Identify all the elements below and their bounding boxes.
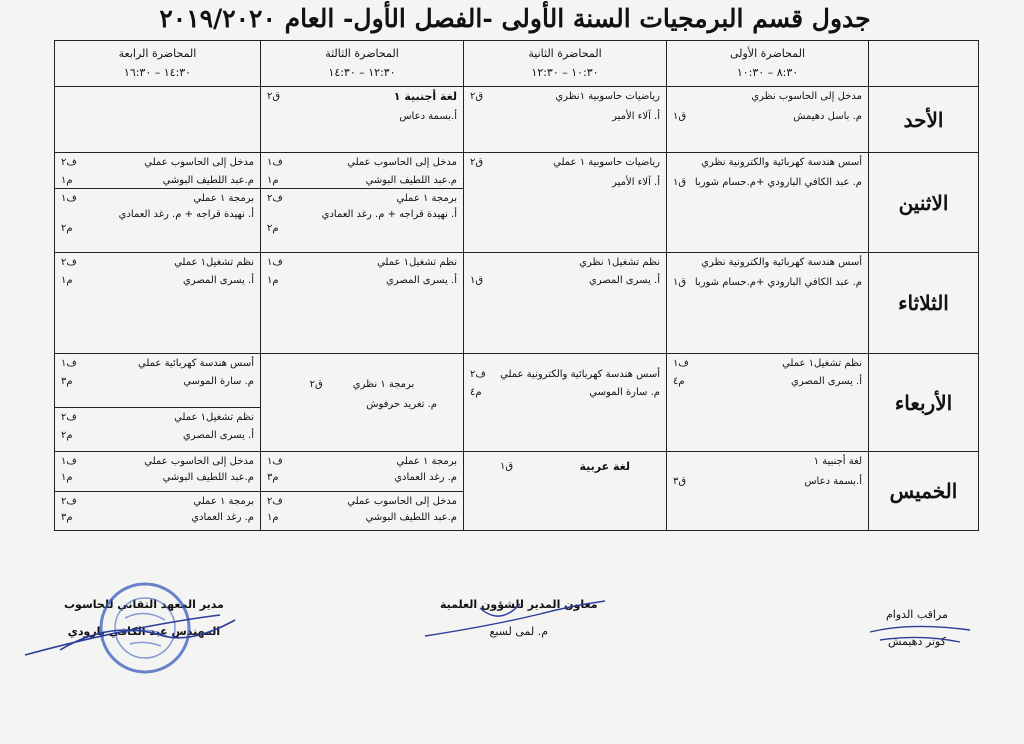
slot-cell: برمجة ١ نظري ق٢ م. تغريد حرفوش (261, 354, 464, 452)
slot-cell: نظم تشغيل١ عملي ف٢ أ. يسرى المصري م١ (55, 253, 261, 354)
day-label: الاثنين (869, 153, 979, 253)
slot-cell: مدخل إلى الحاسوب عملي ف٢ م.عبد اللطيف البوشي م١ برمجة ١ عملي ف١ أ. نهيدة قراجه + م. رغد العمادي م٢ (55, 153, 261, 253)
lecture-4-header: المحاضرة الرابعة ١٤:٣٠ – ١٦:٣٠ (55, 41, 261, 87)
slot-cell: مدخل إلى الحاسوب نظري م. باسل دهيمش ق١ (667, 87, 869, 153)
slot-cell-empty (55, 87, 261, 153)
slot-cell: نظم تشغيل١ عملي ف١ أ. يسرى المصري م١ (261, 253, 464, 354)
slot-cell: رياضيات حاسوبية ١ عملي ق٢ أ. آلاء الأمير (464, 153, 667, 253)
day-label: الأربعاء (869, 354, 979, 452)
day-label: الأحد (869, 87, 979, 153)
lecture-3-header: المحاضرة الثالثة ١٢:٣٠ – ١٤:٣٠ (261, 41, 464, 87)
slot-cell: أسس هندسة كهربائية والكترونية نظري م. عبد الكافي البارودي +م.حسام شوربا ق١ (667, 153, 869, 253)
day-row-tuesday (55, 253, 979, 354)
lecture-2-header: المحاضرة الثانية ١٠:٣٠ – ١٢:٣٠ (464, 41, 667, 87)
supervisor-signature: مراقب الدوام كوثر دهيمش (886, 608, 948, 648)
deputy-signature-scribble (420, 596, 610, 646)
slot-cell: لغة عربية ق١ (464, 452, 667, 531)
slot-cell: مدخل إلى الحاسوب عملي ف١ م.عبد اللطيف البوشي م١ برمجة ١ عملي ف٢ أ. نهيدة قراجه + م. رغد العمادي م٢ (261, 153, 464, 253)
day-label: الخميس (869, 452, 979, 531)
corner-cell (869, 41, 979, 87)
supervisor-signature-scribble (860, 612, 980, 652)
day-row-wednesday (55, 354, 979, 452)
slot-cell: رياضيات حاسوبية ١نظري ق٢ أ. آلاء الأمير (464, 87, 667, 153)
day-row-monday (55, 153, 979, 253)
slot-cell: مدخل إلى الحاسوب عملي ف١ م.عبد اللطيف البوشي م١ برمجة ١ عملي ف٢ م. رغد العمادي م٣ (55, 452, 261, 531)
slot-cell: نظم تشغيل١ نظري أ. يسرى المصري ق١ (464, 253, 667, 354)
slot-cell: نظم تشغيل١ عملي ف١ أ. يسرى المصري م٤ (667, 354, 869, 452)
slot-cell: أسس هندسة كهربائية والكترونية عملي ف٢ م. سارة الموسي م٤ (464, 354, 667, 452)
deputy-signature: معاون المدير للشؤون العلمية م. لمى لسبع (440, 598, 598, 638)
lecture-1-header: المحاضرة الأولى ٨:٣٠ – ١٠:٣٠ (667, 41, 869, 87)
slot-cell: أسس هندسة كهربائية والكترونية نظري م. عبد الكافي البارودي +م.حسام شوربا ق١ (667, 253, 869, 354)
slot-cell: لغة أجنبية ١ ق٢ أ.بسمة دعاس (261, 87, 464, 153)
slot-cell: لغة أجنبية ١ أ.بسمة دعاس ق٣ (667, 452, 869, 531)
day-label: الثلاثاء (869, 253, 979, 354)
page-title: جدول قسم البرمجيات السنة الأولى -الفصل الأول- العام ٢٠١٩/٢٠٢٠ (159, 4, 871, 33)
header-row (55, 41, 979, 87)
slot-cell: برمجة ١ عملي ف١ م. رغد العمادي م٣ مدخل إلى الحاسوب عملي ف٢ م.عبد اللطيف البوشي م١ (261, 452, 464, 531)
director-signature-scribble (20, 600, 250, 670)
slot-cell: أسس هندسة كهربائية عملي ف١ م. سارة الموسي م٣ نظم تشغيل١ عملي ف٢ أ. يسرى المصري م٢ (55, 354, 261, 452)
day-row-sunday (55, 87, 979, 153)
schedule-table (54, 40, 979, 531)
director-signature: مدير المعهد التقاني للحاسوب المهندس عبد الكافي بارودي (64, 598, 224, 638)
day-row-thursday (55, 452, 979, 531)
